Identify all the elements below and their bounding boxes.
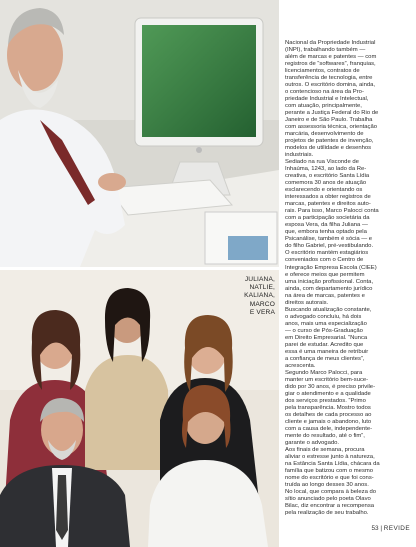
article-line: do filho Gabriel, pré-vestibulando. [285, 243, 374, 250]
article-line: (INPI), trabalhando também — [285, 47, 366, 54]
article-line: que, embora tenha optado pela [285, 229, 367, 236]
article-line: aliviar o estresse junto à natureza, [285, 453, 375, 460]
article-line: truída ao longo desses 30 anos. [285, 481, 369, 488]
folio-separator: | [380, 525, 383, 532]
article-line: comemora 30 anos de atuação [285, 180, 367, 187]
article-line: Buscando atualização constante, [285, 306, 372, 313]
article-line: Inhaúma, 1243, ao lado da Re- [285, 166, 367, 173]
article-body-column [285, 40, 411, 520]
article-line: mente do resultado, até o fim”, [285, 432, 365, 439]
article-line: direitos autorais. [285, 299, 329, 306]
article-line: ainda, com departamento jurídico [285, 285, 373, 292]
article-line: Aos finais de semana, procura [285, 446, 365, 453]
article-line: priedade Industrial e Intelectual, [285, 96, 369, 103]
page-folio [344, 525, 410, 532]
article-line: Integração Empresa Escola (CIEE) [285, 264, 377, 271]
caption-line: JULIANA, [244, 276, 275, 283]
article-line: com assessoria técnica, orientação [285, 124, 378, 131]
caption-line: KALIANA, [244, 292, 275, 300]
article-line: nome do escritório e que foi cons- [285, 474, 374, 481]
article-line: interessados a obter registros de [285, 194, 371, 201]
article-line: esclarecendo e orientando os [285, 187, 363, 194]
article-line: na área de marcas, patentes e [285, 292, 365, 299]
article-line: industriais. [285, 152, 314, 159]
article-line: manter um escritório bem-suce- [285, 376, 369, 383]
article-line: conveniados com o Centro de [285, 257, 364, 264]
article-line: sítio anunciado pelo poeta Olavo [285, 496, 371, 503]
article-line: Psicanálise, também é sócia — e [285, 236, 373, 243]
article-line: anos, mais uma especialização [285, 320, 367, 327]
article-line: rais. Para isso, Marco Palocci conta [285, 208, 379, 215]
article-line: esposa Vera, da filha Juliana — [285, 222, 368, 229]
article-line: pela transparência. Mostro todos [285, 404, 371, 411]
page-number: 53 [371, 525, 379, 532]
article-line: outros. O escritório domina, ainda, [285, 82, 376, 89]
article-line: Segundo Marco Palocci, para [285, 369, 363, 376]
article-line: No local, que compara à beleza do [285, 489, 377, 495]
article-line: — o curso de Pós-Graduação [285, 327, 363, 334]
article-line: com atuação, principalmente, [285, 103, 362, 110]
article-line: parei de estudar. Acredito que [285, 341, 364, 348]
article-line: com a causa dele, independente- [285, 425, 373, 432]
article-line: giar o atendimento e a qualidade [285, 390, 371, 397]
article-line: na Estância Santa Lídia, chácara da [285, 460, 380, 467]
article-line: Bilac, diz encontrar a recompensa [285, 503, 375, 510]
photo-man-at-computer [0, 0, 279, 267]
article-line: e oferece meios que permitem [285, 271, 365, 278]
article-line: Sediado na rua Visconde de [285, 159, 359, 166]
article-line: garante o advogado. [285, 439, 340, 446]
photo-caption [233, 276, 275, 317]
article-line: acrescenta. [285, 362, 316, 369]
article-line: Janeiro e de São Paulo. Trabalha [285, 117, 373, 124]
article-line: modelos de utilidade e desenhos [285, 145, 372, 152]
article-line: a confiança de meus clientes”, [285, 355, 365, 362]
article-line: cliente e jamais o abandono, luto [285, 418, 372, 425]
article-line: com a participação societária da [285, 215, 370, 222]
article-line: Nacional da Propriedade Industrial [285, 40, 376, 46]
article-line: perante a Justiça Federal do Rio de [285, 110, 379, 117]
article-line: marcária, desenvolvimento de [285, 131, 364, 138]
article-line: essa é uma maneira de retribuir [285, 348, 369, 355]
article-line: em Direito Empresarial. “Nunca [285, 334, 368, 341]
article-line: o advogado concluiu, há dois [285, 313, 362, 320]
article-line: o contencioso na área da Pro- [285, 89, 364, 96]
article-line: marcas, patentes e direitos auto- [285, 201, 371, 208]
article-line: além de marcas e patentes — com [285, 54, 377, 61]
article-line: dos serviços prestados. “Primo [285, 397, 366, 404]
article-line: uma iniciação profissional. Conta, [285, 278, 374, 285]
caption-line: MARCO [249, 300, 275, 308]
magazine-name: REVIDE [383, 525, 410, 532]
article-line: dido por 30 anos, é preciso privile- [285, 383, 376, 390]
article-line: licenciamentos, contratos de [285, 68, 360, 75]
article-line: transferência de tecnologia, entre [285, 75, 373, 82]
article-line: os detalhes de cada processo ao [285, 411, 372, 418]
caption-line: E VERA [249, 308, 275, 316]
article-line: pela realização de seu trabalho. [285, 510, 369, 517]
article-line: O escritório mantém estagiários [285, 250, 369, 257]
article-line: creativa, o escritório Santa Lídia [285, 173, 370, 180]
article-line: família que batizou com o mesmo [285, 467, 374, 474]
article-line: projetos de patentes de invenção, [285, 138, 374, 145]
caption-line: NATLIE, [249, 284, 275, 292]
article-line: registros de “softwares”, franquias, [285, 61, 376, 68]
